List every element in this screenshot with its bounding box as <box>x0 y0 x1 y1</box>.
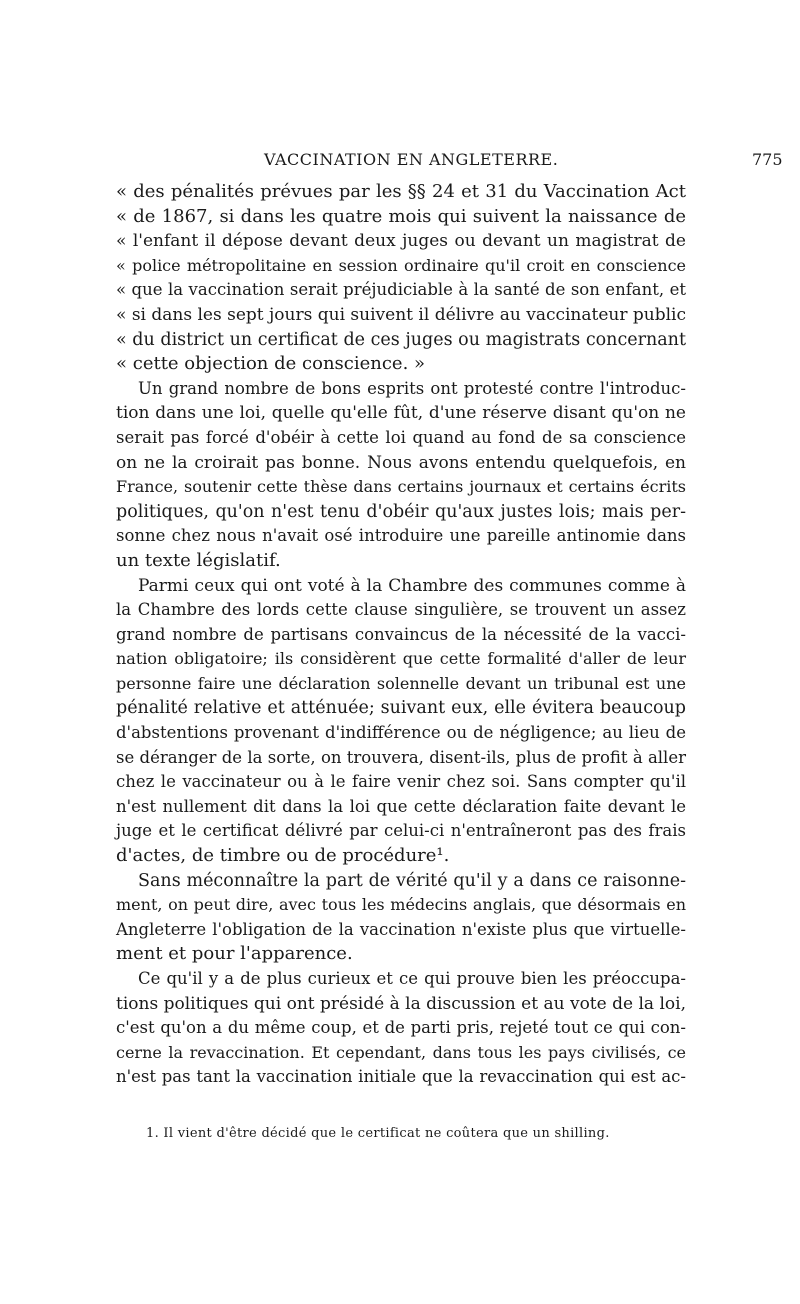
running-title: VACCINATION EN ANGLETERRE. <box>264 150 559 169</box>
text-line: on ne la croirait pas bonne. Nous avons entendu quelquefois, en <box>116 452 686 473</box>
text-line: « l'enfant il dépose devant deux juges ou devant un magistrat de <box>116 231 686 252</box>
text-line: personne faire une déclaration solennelle devant un tribunal est une <box>116 673 686 693</box>
text-line: Un grand nombre de bons esprits ont protesté contre l'introduc- <box>138 378 686 398</box>
text-line: « des pénalités prévues par les §§ 24 et 31 du Vaccination Act <box>116 181 686 202</box>
text-line: chez le vaccinateur ou à le faire venir chez soi. Sans compter qu'il <box>116 772 686 792</box>
body-text <box>116 180 686 1090</box>
page-header <box>0 150 800 172</box>
text-line: politiques, qu'on n'est tenu d'obéir qu'aux justes lois; mais per- <box>116 501 686 522</box>
text-line: un texte législatif. <box>116 549 281 571</box>
text-line: sonne chez nous n'avait osé introduire une pareille antinomie dans <box>116 526 686 546</box>
text-line: cerne la revaccination. Et cependant, dans tous les pays civilisés, ce <box>116 1042 686 1062</box>
text-line: la Chambre des lords cette clause singulière, se trouvent un assez <box>116 600 686 620</box>
text-line: tions politiques qui ont présidé à la discussion et au vote de la loi, <box>116 993 686 1014</box>
text-line: Sans méconnaître la part de vérité qu'il y a dans ce raisonne- <box>138 870 686 891</box>
text-line: se déranger de la sorte, on trouvera, disent-ils, plus de profit à aller <box>116 747 686 767</box>
text-line: « de 1867, si dans les quatre mois qui suivent la naissance de <box>116 205 686 227</box>
text-line: « que la vaccination serait préjudiciable à la santé de son enfant, et <box>116 280 686 300</box>
text-line: « police métropolitaine en session ordinaire qu'il croit en conscience <box>116 255 686 275</box>
text-line: France, soutenir cette thèse dans certains journaux et certains écrits <box>116 477 686 497</box>
text-line: grand nombre de partisans convaincus de la nécessité de la vacci- <box>116 624 686 644</box>
text-line: Ce qu'il y a de plus curieux et ce qui prouve bien les préoccupa- <box>138 969 686 988</box>
text-line: « cette objection de conscience. » <box>116 353 426 375</box>
text-line: tion dans une loi, quelle qu'elle fût, d'une réserve disant qu'on ne <box>116 403 686 424</box>
text-line: d'actes, de timbre ou de procédure¹. <box>116 845 450 867</box>
text-line: c'est qu'on a du même coup, et de parti pris, rejeté tout ce qui con- <box>116 1018 686 1038</box>
text-line: juge et le certificat délivré par celui-ci n'entraîneront pas des frais <box>116 821 686 841</box>
text-line: n'est pas tant la vaccination initiale que la revaccination qui est ac- <box>116 1067 686 1087</box>
text-line: nation obligatoire; ils considèrent que cette formalité d'aller de leur <box>116 649 686 669</box>
text-line: ment, on peut dire, avec tous les médecins anglais, que désormais en <box>116 895 686 915</box>
text-line: « du district un certificat de ces juges ou magistrats concernant <box>116 329 686 350</box>
text-line: d'abstentions provenant d'indifférence ou de négligence; au lieu de <box>116 723 686 743</box>
text-line: n'est nullement dit dans la loi que cette déclaration faite devant le <box>116 796 686 816</box>
page-number: 775 <box>752 150 783 169</box>
text-line: « si dans les sept jours qui suivent il délivre au vaccinateur public <box>116 304 686 325</box>
text-line: Angleterre l'obligation de la vaccination n'existe plus que virtuelle- <box>116 919 686 939</box>
text-line: serait pas forcé d'obéir à cette loi quand au fond de sa conscience <box>116 427 686 447</box>
text-line: pénalité relative et atténuée; suivant eux, elle évitera beaucoup <box>116 698 686 719</box>
text-line: Parmi ceux qui ont voté à la Chambre des communes comme à <box>138 575 686 596</box>
text-line: ment et pour l'apparence. <box>116 943 353 965</box>
footnote: 1. Il vient d'être décidé que le certificat ne coûtera que un shilling. <box>146 1126 610 1141</box>
